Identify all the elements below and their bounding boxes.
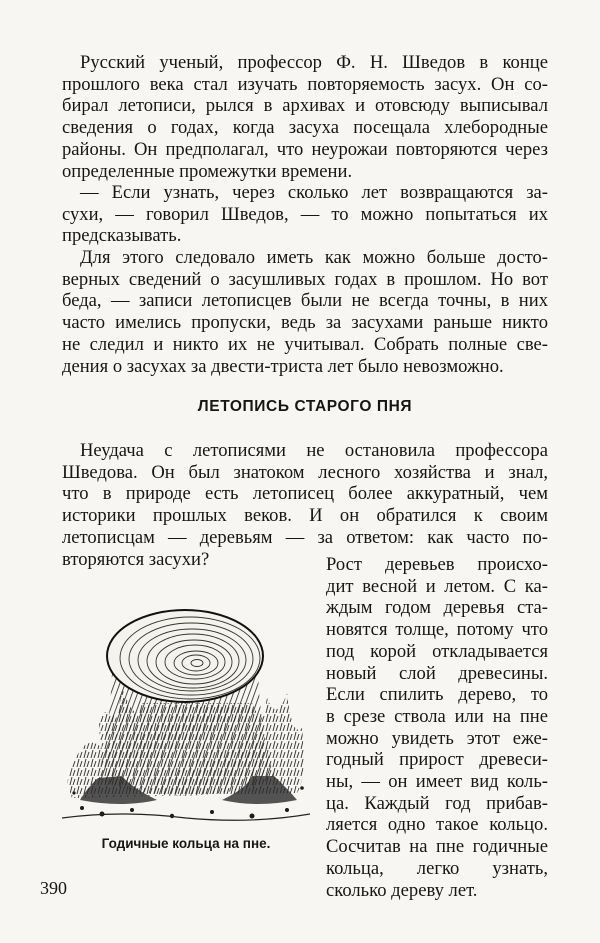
text-line: можно увидеть этот еже- (326, 727, 548, 749)
text-line: ждым годом деревья ста- (326, 597, 548, 619)
paragraph-4 (62, 440, 548, 570)
section-heading: ЛЕТОПИСЬ СТАРОГО ПНЯ (197, 398, 413, 415)
text-line: Сосчитав на пне годичные (326, 836, 548, 858)
text-line: в срезе ствола или на пне (326, 705, 548, 727)
text-line: районы. Он предполагал, что неурожаи повторяются через (62, 138, 548, 160)
paragraph-3 (62, 247, 548, 377)
text-line: часто имелись пропуски, ведь за засухами раньше никто (62, 312, 548, 334)
text-line: определенные промежутки времени. (62, 160, 353, 182)
text-line: сухи, — говорил Шведов, — то можно попытаться их (62, 203, 548, 225)
text-line: сколько дереву лет. (326, 879, 478, 901)
figure-caption: Годичные кольца на пне. (101, 836, 271, 851)
paragraph-2 (62, 182, 548, 247)
text-line: вторяются засухи? (62, 548, 210, 570)
text-line: ца. Каждый год прибав- (326, 792, 548, 814)
text-line: верных сведений о засушливых годах в прошлом. Но вот (62, 268, 548, 290)
text-line: под корой откладывается (326, 640, 548, 662)
page-number: 390 (40, 878, 67, 898)
tree-stump-illustration (62, 578, 310, 828)
text-line: беда, — записи летописцев были не всегда точны, в них (62, 290, 548, 312)
text-line: годный прирост древеси- (326, 749, 548, 771)
text-line: Для этого следовало иметь как можно больше досто- (80, 247, 548, 268)
text-line: Если спилить дерево, то (326, 684, 548, 706)
paragraph-5 (326, 554, 548, 901)
paragraph-1 (62, 52, 548, 182)
text-line: что в природе есть летописец более аккуратный, чем (62, 483, 548, 505)
text-line: дит весной и летом. С ка- (326, 575, 548, 597)
text-line: дения о засухах за двести-триста лет было невозможно. (62, 355, 504, 377)
text-line: Шведова. Он был знатоком лесного хозяйства и знал, (62, 461, 548, 483)
text-line: летописцам — деревьям — за ответом: как часто по- (62, 526, 548, 548)
text-line: ляется одно такое кольцо. (326, 814, 548, 836)
text-line: Неудача с летописями не остановила профессора (80, 440, 548, 461)
text-line: Рост деревьев происхо- (326, 554, 548, 575)
text-line: новый слой древесины. (326, 662, 548, 684)
text-line: сведения о годах, когда засуха посещала хлебородные (62, 117, 548, 139)
text-line: не следил и никто их не учитывал. Собрать полные све- (62, 333, 548, 355)
text-line: ны, — он имеет вид коль- (326, 771, 548, 793)
text-line: прошлого века стал изучать повторяемость засух. Он со- (62, 73, 548, 95)
text-line: кольца, легко узнать, (326, 857, 548, 879)
text-line: предсказывать. (62, 225, 182, 247)
text-line: историки прошлых веков. И он обратился к своим (62, 505, 548, 527)
text-line: Русский ученый, профессор Ф. Н. Шведов в конце (80, 52, 548, 73)
text-line: бирал летописи, рылся в архивах и отовсюду выписывал (62, 95, 548, 117)
text-line: новятся толще, потому что (326, 619, 548, 641)
text-line: — Если узнать, через сколько лет возвращаются за- (80, 182, 548, 203)
